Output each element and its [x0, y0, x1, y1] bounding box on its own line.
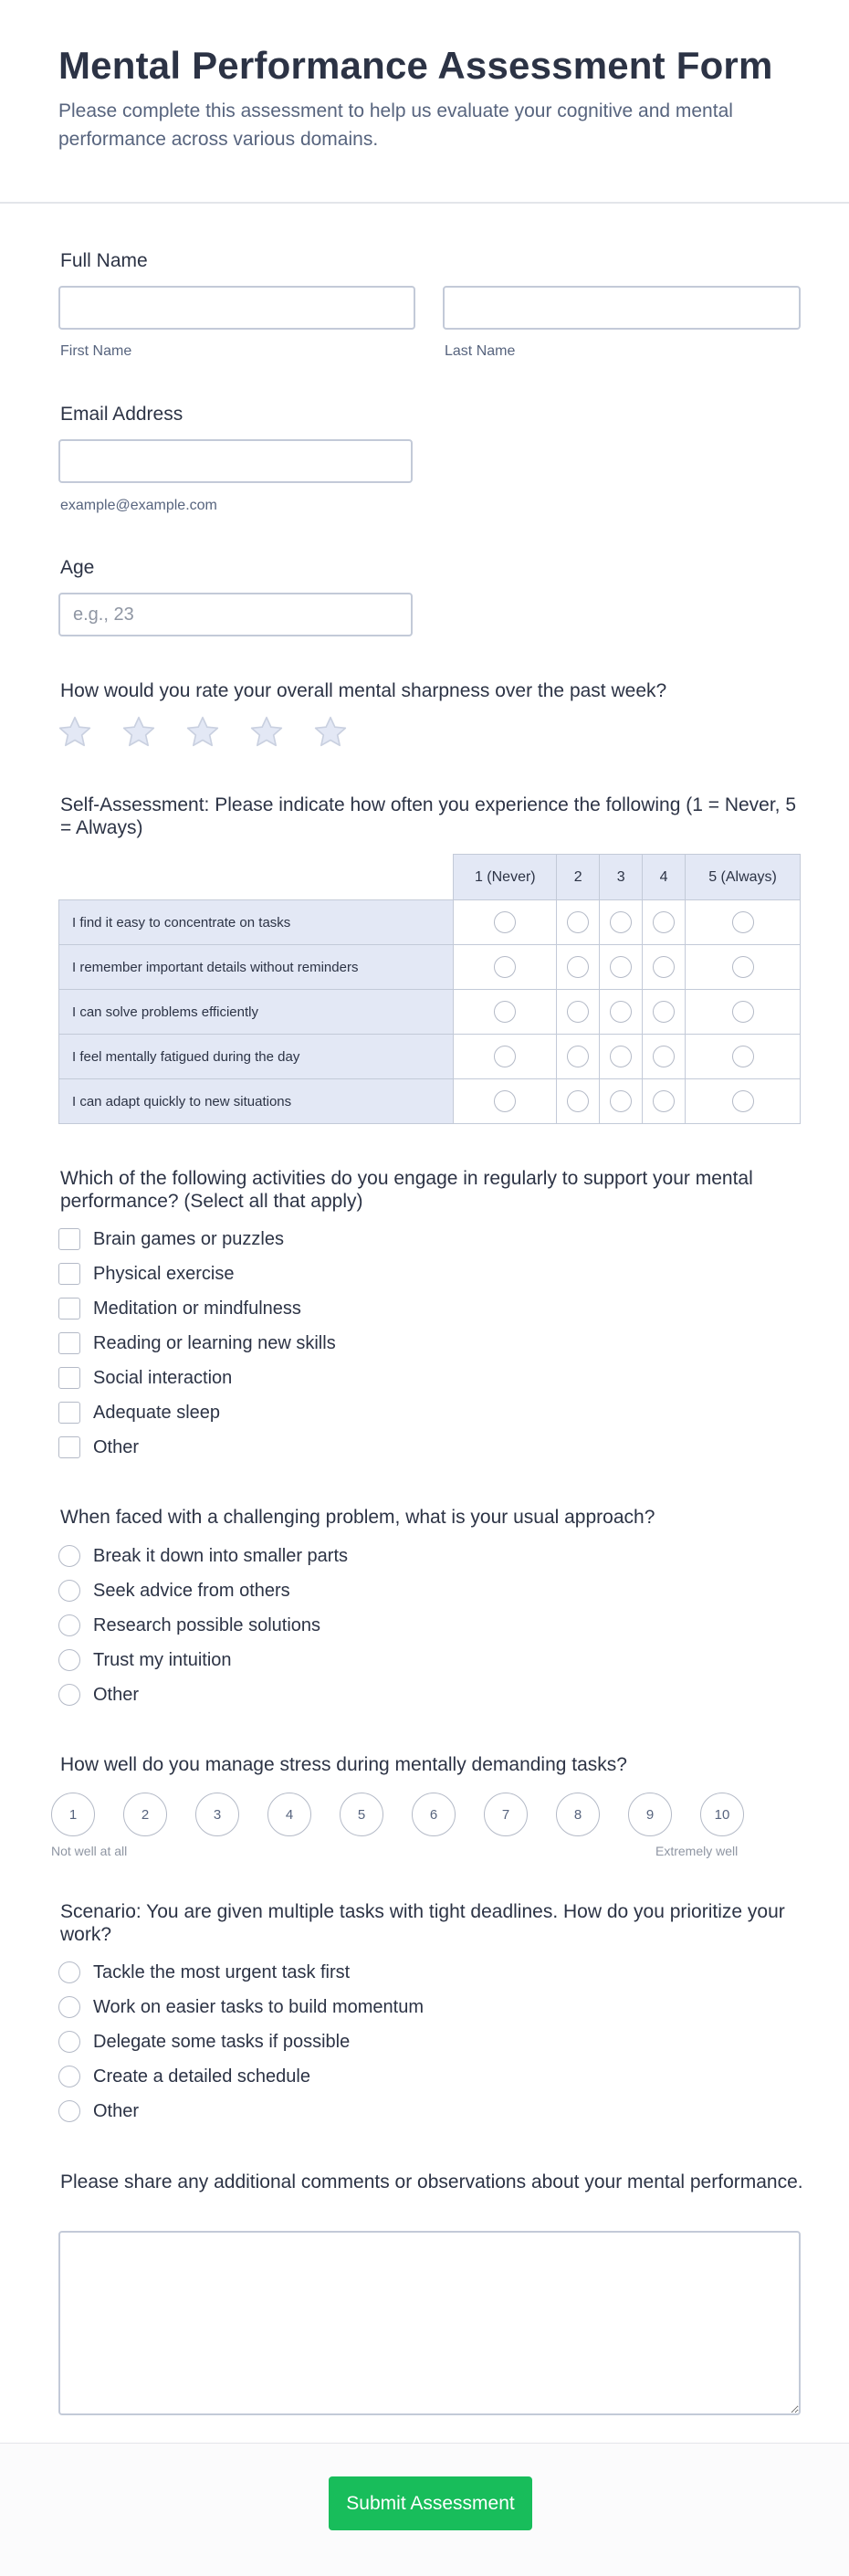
option-label: Physical exercise	[93, 1263, 235, 1284]
matrix-cell	[686, 1079, 801, 1124]
activities-option[interactable]	[58, 1222, 336, 1256]
option-label: Trust my intuition	[93, 1649, 232, 1670]
checkbox-control[interactable]	[58, 1263, 80, 1285]
scenario-option[interactable]	[58, 1955, 424, 1990]
matrix-column-header: 2	[557, 855, 600, 900]
matrix-radio[interactable]	[732, 911, 754, 933]
activities-option[interactable]	[58, 1430, 336, 1465]
matrix-row	[59, 1035, 801, 1079]
scale-option[interactable]: 8	[556, 1793, 600, 1836]
option-label: Brain games or puzzles	[93, 1228, 284, 1249]
scale-option[interactable]: 3	[195, 1793, 239, 1836]
radio-control[interactable]	[58, 1614, 80, 1636]
scenario-options	[58, 1955, 424, 2129]
matrix-radio[interactable]	[732, 1001, 754, 1023]
checkbox-control[interactable]	[58, 1298, 80, 1320]
star-icon[interactable]	[312, 714, 349, 751]
matrix-radio[interactable]	[732, 1046, 754, 1067]
checkbox-control[interactable]	[58, 1402, 80, 1424]
scale-option[interactable]: 2	[123, 1793, 167, 1836]
matrix-radio[interactable]	[494, 1001, 516, 1023]
email-input[interactable]	[58, 439, 413, 483]
matrix-cell	[557, 1035, 600, 1079]
matrix-radio[interactable]	[494, 1046, 516, 1067]
matrix-radio[interactable]	[653, 911, 675, 933]
matrix-cell	[600, 1035, 643, 1079]
matrix-column-header: 1 (Never)	[454, 855, 557, 900]
matrix-cell	[454, 1035, 557, 1079]
submit-button[interactable]: Submit Assessment	[329, 2476, 532, 2530]
rating-question: How would you rate your overall mental sharpness over the past week?	[60, 680, 667, 701]
scale-option[interactable]: 1	[51, 1793, 95, 1836]
matrix-radio[interactable]	[610, 956, 632, 978]
matrix-radio[interactable]	[494, 1090, 516, 1112]
matrix-cell	[557, 990, 600, 1035]
matrix-radio[interactable]	[567, 956, 589, 978]
radio-control[interactable]	[58, 2100, 80, 2122]
matrix-radio[interactable]	[567, 1001, 589, 1023]
scale-option[interactable]: 10	[700, 1793, 744, 1836]
matrix-row-label: I remember important details without reminders	[59, 945, 454, 990]
scale-option[interactable]: 9	[628, 1793, 672, 1836]
star-icon[interactable]	[248, 714, 285, 751]
option-label: Social interaction	[93, 1367, 233, 1388]
radio-control[interactable]	[58, 1580, 80, 1602]
age-label: Age	[60, 557, 95, 578]
matrix-cell	[643, 945, 686, 990]
radio-control[interactable]	[58, 1545, 80, 1567]
scale-option[interactable]: 6	[412, 1793, 456, 1836]
matrix-radio[interactable]	[653, 1001, 675, 1023]
option-label: Break it down into smaller parts	[93, 1545, 349, 1566]
matrix-column-header: 5 (Always)	[686, 855, 801, 900]
stress-question: How well do you manage stress during mentally demanding tasks?	[60, 1754, 627, 1775]
scenario-option[interactable]	[58, 2024, 424, 2059]
matrix-cell	[686, 900, 801, 945]
matrix-cell	[643, 900, 686, 945]
approach-option[interactable]	[58, 1677, 348, 1712]
matrix-cell	[600, 945, 643, 990]
matrix-row-label: I can adapt quickly to new situations	[59, 1079, 454, 1124]
matrix-cell	[600, 990, 643, 1035]
matrix-cell	[686, 1035, 801, 1079]
self-assessment-matrix	[58, 854, 801, 1124]
matrix-radio[interactable]	[567, 1090, 589, 1112]
matrix-radio[interactable]	[610, 1001, 632, 1023]
option-label: Reading or learning new skills	[93, 1332, 336, 1353]
last-name-input[interactable]	[443, 286, 801, 330]
matrix-radio[interactable]	[653, 1090, 675, 1112]
matrix-radio[interactable]	[653, 956, 675, 978]
matrix-cell	[643, 990, 686, 1035]
matrix-radio[interactable]	[653, 1046, 675, 1067]
scenario-option[interactable]	[58, 2094, 424, 2129]
matrix-cell	[454, 990, 557, 1035]
email-sublabel: example@example.com	[60, 498, 217, 513]
approach-options	[58, 1539, 348, 1712]
scale-option[interactable]: 5	[340, 1793, 383, 1836]
option-label: Adequate sleep	[93, 1402, 221, 1423]
age-input[interactable]	[58, 593, 413, 636]
matrix-cell	[454, 945, 557, 990]
matrix-row-label: I find it easy to concentrate on tasks	[59, 900, 454, 945]
option-label: Seek advice from others	[93, 1580, 290, 1601]
option-label: Delegate some tasks if possible	[93, 2031, 351, 2052]
matrix-column-header: 3	[600, 855, 643, 900]
matrix-radio[interactable]	[610, 1090, 632, 1112]
matrix-row	[59, 945, 801, 990]
matrix-cell	[643, 1079, 686, 1124]
checkbox-control[interactable]	[58, 1228, 80, 1250]
option-label: Other	[93, 1684, 140, 1705]
approach-option[interactable]	[58, 1643, 348, 1677]
star-rating	[57, 714, 349, 751]
stress-scale	[51, 1793, 744, 1836]
comments-question: Please share any additional comments or observations about your mental performance.	[60, 2171, 803, 2192]
scenario-option[interactable]	[58, 2059, 424, 2094]
activities-options	[58, 1222, 336, 1465]
option-label: Research possible solutions	[93, 1614, 321, 1635]
checkbox-control[interactable]	[58, 1367, 80, 1389]
header-divider	[0, 202, 849, 204]
matrix-row-label: I feel mentally fatigued during the day	[59, 1035, 454, 1079]
star-icon[interactable]	[184, 714, 221, 751]
activities-option[interactable]	[58, 1256, 336, 1291]
first-name-sublabel: First Name	[60, 343, 132, 359]
matrix-row	[59, 990, 801, 1035]
matrix-cell	[557, 1079, 600, 1124]
matrix-radio[interactable]	[610, 911, 632, 933]
matrix-radio[interactable]	[494, 911, 516, 933]
matrix-radio[interactable]	[610, 1046, 632, 1067]
matrix-cell	[454, 1079, 557, 1124]
page-subtitle: Please complete this assessment to help us evaluate your cognitive and mental performance across various domains.	[58, 100, 733, 150]
approach-question: When faced with a challenging problem, what is your usual approach?	[60, 1507, 655, 1528]
radio-control[interactable]	[58, 2066, 80, 2087]
scale-min-label: Not well at all	[51, 1844, 128, 1858]
scenario-question: Scenario: You are given multiple tasks with tight deadlines. How do you prioritize your work?	[60, 1901, 785, 1945]
star-icon[interactable]	[121, 714, 157, 751]
approach-option[interactable]	[58, 1573, 348, 1608]
approach-option[interactable]	[58, 1539, 348, 1573]
matrix-radio[interactable]	[494, 956, 516, 978]
checkbox-control[interactable]	[58, 1436, 80, 1458]
matrix-row	[59, 900, 801, 945]
scale-max-label: Extremely well	[655, 1844, 739, 1858]
first-name-input[interactable]	[58, 286, 415, 330]
option-label: Work on easier tasks to build momentum	[93, 1996, 424, 2017]
activities-question: Which of the following activities do you engage in regularly to support your mental performance? (Select all that apply)	[60, 1168, 753, 1212]
activities-option[interactable]	[58, 1326, 336, 1361]
scenario-option[interactable]	[58, 1990, 424, 2024]
matrix-row-label: I can solve problems efficiently	[59, 990, 454, 1035]
matrix-cell	[686, 945, 801, 990]
radio-control[interactable]	[58, 1649, 80, 1671]
matrix-row	[59, 1079, 801, 1124]
last-name-sublabel: Last Name	[445, 343, 516, 359]
scale-option[interactable]: 7	[484, 1793, 528, 1836]
matrix-corner	[59, 855, 454, 900]
radio-control[interactable]	[58, 1684, 80, 1706]
matrix-cell	[643, 1035, 686, 1079]
checkbox-control[interactable]	[58, 1332, 80, 1354]
matrix-question: Self-Assessment: Please indicate how often you experience the following (1 = Never, 5 = Always)	[60, 794, 797, 838]
activities-option[interactable]	[58, 1395, 336, 1430]
star-icon[interactable]	[57, 714, 93, 751]
radio-control[interactable]	[58, 2031, 80, 2053]
activities-option[interactable]	[58, 1291, 336, 1326]
matrix-cell	[686, 990, 801, 1035]
matrix-column-header: 4	[643, 855, 686, 900]
matrix-radio[interactable]	[567, 1046, 589, 1067]
matrix-cell	[600, 900, 643, 945]
radio-control[interactable]	[58, 1961, 80, 1983]
matrix-radio[interactable]	[732, 956, 754, 978]
activities-option[interactable]	[58, 1361, 336, 1395]
scale-option[interactable]: 4	[267, 1793, 311, 1836]
option-label: Meditation or mindfulness	[93, 1298, 301, 1319]
comments-textarea[interactable]	[58, 2231, 801, 2415]
approach-option[interactable]	[58, 1608, 348, 1643]
matrix-cell	[600, 1079, 643, 1124]
matrix-cell	[557, 945, 600, 990]
option-label: Other	[93, 1436, 140, 1457]
radio-control[interactable]	[58, 1996, 80, 2018]
email-label: Email Address	[60, 404, 183, 425]
matrix-cell	[557, 900, 600, 945]
option-label: Create a detailed schedule	[93, 2066, 310, 2087]
option-label: Other	[93, 2100, 140, 2121]
full-name-label: Full Name	[60, 250, 148, 271]
matrix-radio[interactable]	[732, 1090, 754, 1112]
page-title: Mental Performance Assessment Form	[58, 44, 773, 87]
matrix-radio[interactable]	[567, 911, 589, 933]
matrix-cell	[454, 900, 557, 945]
option-label: Tackle the most urgent task first	[93, 1961, 351, 1982]
